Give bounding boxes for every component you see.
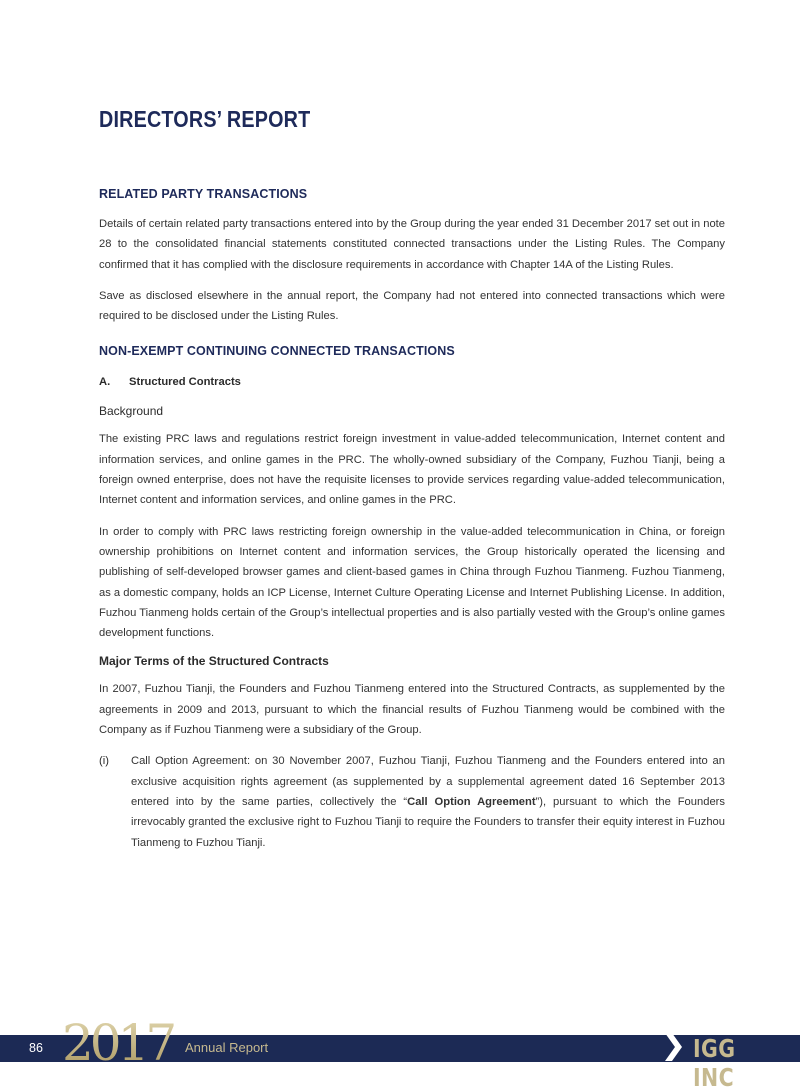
annual-report-label: Annual Report xyxy=(185,1040,269,1055)
section-heading-non-exempt: NON-EXEMPT CONTINUING CONNECTED TRANSACTIONS xyxy=(99,344,455,359)
subsection-title: Structured Contracts xyxy=(129,376,241,389)
paragraph: Details of certain related party transactions entered into by the Group during the year ended 31 December 2017 set out in note 28 to the consolidated financial statements constituted connected transactions under the Listing Rules. The Company confirmed that it has complied with the disclosure requirements in accordance with Chapter 14A of the Listing Rules. xyxy=(99,218,725,271)
paragraph: Save as disclosed elsewhere in the annual report, the Company had not entered into connected transactions which were required to be disclosed under the Listing Rules. xyxy=(99,289,725,323)
paragraph: In order to comply with PRC laws restricting foreign ownership in the value-added telecommunication in China, or foreign ownership prohibitions on Internet content and information services, the Group historically operated the licensing and publishing of self-developed browser games and client-based games in China through Fuzhou Tianmeng. Fuzhou Tianmeng, as a domestic company, holds an ICP License, Internet Culture Operating License and Internet Publishing License. In addition, Fuzhou Tianmeng holds certain of the Group’s intellectual properties and is also partially vested with the Group’s online games development functions. xyxy=(99,525,725,640)
chevron-right-icon xyxy=(662,1031,684,1063)
list-item-text-part: Call Option Agreement: on 30 November 2007, Fuzhou Tianji, Fuzhou Tianmeng and the Founders entered into an exclusive acquisition rights agreement (as supplemented by a supplemental agreement dated 16 September 2013 entered into by the same parties, collectively the “ xyxy=(131,755,725,808)
page-title: DIRECTORS’ REPORT xyxy=(99,106,311,132)
brand-logo: IGG INC xyxy=(693,1034,736,1092)
list-item-text-part: ”), pursuant to which the Founders irrevocably granted the exclusive right to Fuzhou Tianji to require the Founders to transfer their equity interest in Fuzhou Tianmeng to Fuzhou Tianji. xyxy=(131,795,725,849)
subsection-heading xyxy=(99,376,725,388)
defined-term: Call Option Agreement xyxy=(407,795,536,808)
list-item-number: (i) xyxy=(99,755,109,768)
list-item xyxy=(99,751,725,852)
report-body xyxy=(99,187,725,853)
section-heading-related-party: RELATED PARTY TRANSACTIONS xyxy=(99,187,308,201)
year-text: 2017 xyxy=(62,1014,174,1065)
paragraph: The existing PRC laws and regulations restrict foreign investment in value-added telecommunication, Internet content and information services, and online games in the PRC. The wholly-owned subsidiary of the Company, Fuzhou Tianji, being a foreign owned enterprise, does not have the requisite licenses to provide services regarding value-added telecommunication, Internet content and information services, and online games in the PRC. xyxy=(99,433,725,507)
year-logo xyxy=(62,1013,184,1065)
background-heading: Background xyxy=(99,404,164,419)
subsection-letter: A. xyxy=(99,376,111,389)
page-number: 86 xyxy=(29,1041,43,1055)
terms-heading: Major Terms of the Structured Contracts xyxy=(99,654,329,669)
paragraph: In 2007, Fuzhou Tianji, the Founders and Fuzhou Tianmeng entered into the Structured Contracts, as supplemented by the agreements in 2009 and 2013, pursuant to which the financial results of Fuzhou Tianmeng would be combined with the Company as if Fuzhou Tianmeng were a subsidiary of the Group. xyxy=(99,683,725,737)
list-item-text xyxy=(131,751,725,852)
